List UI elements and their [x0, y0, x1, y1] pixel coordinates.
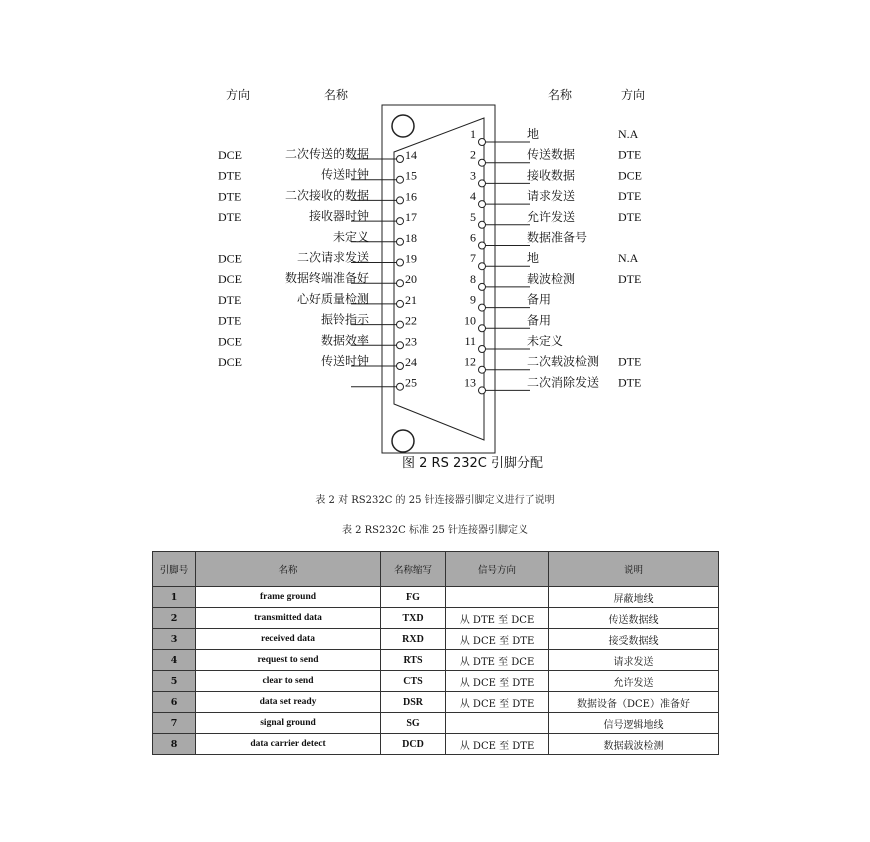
table-row — [153, 650, 719, 671]
left-pin — [218, 332, 417, 349]
cell-abbr: TXD — [381, 608, 446, 629]
pin-contact — [479, 221, 486, 228]
pin-direction: DCE — [218, 355, 242, 369]
cell-direction: 从 DCE 至 DTE — [446, 629, 549, 650]
cell-direction — [446, 587, 549, 608]
cell-name: frame ground — [196, 587, 381, 608]
cell-abbr: RXD — [381, 629, 446, 650]
cell-description: 数据设备（DCE）准备好 — [549, 692, 719, 713]
pin-signal-name: 备用 — [527, 313, 552, 328]
pin-signal-name: 数据终端准备好 — [284, 271, 369, 286]
cell-direction: 从 DCE 至 DTE — [446, 671, 549, 692]
right-pin — [470, 271, 641, 291]
pin-contact — [479, 263, 486, 270]
pin-direction: DCE — [618, 168, 642, 183]
left-pin — [351, 376, 417, 391]
cell-direction — [446, 713, 549, 734]
pin-number: 8 — [470, 271, 476, 286]
pin-number: 2 — [470, 147, 476, 162]
pin-direction: DTE — [618, 147, 642, 162]
pin-number: 14 — [405, 148, 417, 162]
pin-direction: DCE — [218, 251, 242, 266]
left-pin — [218, 187, 417, 204]
pin-direction: DTE — [618, 375, 642, 390]
pin-contact — [397, 176, 404, 183]
pin-direction: DTE — [618, 354, 642, 369]
cell-name: data carrier detect — [196, 734, 381, 755]
right-pin — [470, 147, 641, 167]
cell-direction: 从 DCE 至 DTE — [446, 692, 549, 713]
pin-contact — [397, 259, 404, 266]
pin-number: 1 — [470, 127, 476, 141]
pin-direction: N.A — [618, 251, 639, 266]
cell-abbr: FG — [381, 587, 446, 608]
cell-abbr: SG — [381, 713, 446, 734]
pin-contact — [397, 197, 404, 204]
cell-description: 请求发送 — [549, 650, 719, 671]
pin-contact — [479, 304, 486, 311]
table-row — [153, 587, 719, 608]
cell-pin: 5 — [153, 671, 196, 692]
cell-pin: 7 — [153, 713, 196, 734]
pin-number: 20 — [405, 272, 417, 287]
table-row — [153, 608, 719, 629]
pin-signal-name: 二次接收的数据 — [284, 188, 369, 203]
table-header-row — [153, 552, 719, 587]
pin-number: 7 — [470, 251, 476, 266]
pin-contact — [397, 300, 404, 307]
pin-number: 5 — [470, 209, 476, 224]
pin-number: 9 — [470, 292, 476, 307]
pin-signal-name: 允许发送 — [527, 209, 576, 224]
cell-abbr: DCD — [381, 734, 446, 755]
cell-name: signal ground — [196, 713, 381, 734]
header-abbr: 名称缩写 — [381, 552, 446, 587]
intro-paragraph: 表 2 对 RS232C 的 25 针连接器引脚定义进行了说明 — [315, 495, 555, 506]
pin-contact — [397, 156, 404, 163]
header-pin: 引脚号 — [153, 552, 196, 587]
pin-number: 21 — [405, 292, 417, 307]
table-row — [153, 629, 719, 650]
pin-direction: DTE — [618, 189, 642, 204]
pin-contact — [479, 159, 486, 166]
pin-contact — [479, 366, 486, 373]
pin-number: 3 — [470, 168, 476, 183]
pin-direction: DTE — [218, 168, 242, 183]
cell-name: data set ready — [196, 692, 381, 713]
cell-description: 传送数据线 — [549, 608, 719, 629]
header-direction: 信号方向 — [446, 552, 549, 587]
right-pin-group — [464, 126, 642, 394]
pin-contact — [479, 139, 486, 146]
pin-contact — [479, 180, 486, 187]
left-pin — [218, 167, 417, 184]
pin-direction: DCE — [218, 334, 242, 349]
pin-direction: DTE — [618, 209, 642, 224]
figure-caption: 图 2 RS 232C 引脚分配 — [402, 456, 543, 471]
pin-direction: N.A — [618, 127, 639, 141]
pin-signal-name: 接收数据 — [527, 168, 576, 183]
right-pin — [470, 209, 641, 229]
header-description: 说明 — [549, 552, 719, 587]
cell-description: 允许发送 — [549, 671, 719, 692]
pin-signal-name: 载波检测 — [527, 271, 576, 286]
pin-signal-name: 地 — [527, 127, 540, 141]
header-right-dir: 方向 — [621, 88, 646, 102]
pin-contact — [397, 238, 404, 245]
table-title: 表 2 RS232C 标准 25 针连接器引脚定义 — [341, 525, 529, 536]
pin-number: 10 — [464, 313, 476, 328]
cell-abbr: DSR — [381, 692, 446, 713]
table-row — [153, 692, 719, 713]
cell-pin: 3 — [153, 629, 196, 650]
pin-signal-name: 二次传送的数据 — [284, 147, 369, 161]
cell-description: 屏蔽地线 — [549, 587, 719, 608]
pin-signal-name: 二次请求发送 — [296, 250, 369, 265]
cell-name: received data — [196, 629, 381, 650]
pin-number: 19 — [405, 251, 417, 266]
left-pin — [218, 146, 417, 163]
pin-number: 17 — [405, 210, 417, 225]
pin-contact — [479, 387, 486, 394]
left-pin — [218, 291, 417, 308]
pin-number: 22 — [405, 313, 417, 328]
pin-contact — [479, 346, 486, 353]
mounting-hole-top — [392, 115, 414, 137]
left-pin-group — [218, 146, 417, 390]
pin-contact — [397, 342, 404, 349]
pin-signal-name: 未定义 — [332, 229, 369, 244]
left-pin — [218, 312, 417, 329]
right-pin — [470, 230, 587, 250]
cell-direction: 从 DTE 至 DCE — [446, 608, 549, 629]
right-pin — [464, 333, 563, 353]
pin-number: 24 — [405, 355, 417, 369]
right-pin — [470, 188, 641, 208]
right-pin — [470, 293, 551, 312]
pin-contact — [479, 283, 486, 290]
pin-signal-name: 二次消除发送 — [527, 375, 600, 390]
pin-contact — [397, 321, 404, 328]
pin-contact — [479, 325, 486, 332]
pin-number: 25 — [405, 375, 417, 390]
cell-pin: 1 — [153, 587, 196, 608]
pin-direction: DCE — [218, 148, 242, 162]
cell-abbr: RTS — [381, 650, 446, 671]
pin-signal-name: 未定义 — [527, 334, 564, 348]
cell-direction: 从 DTE 至 DCE — [446, 650, 549, 671]
left-pin — [333, 229, 417, 246]
header-right-name: 名称 — [548, 88, 573, 102]
pin-definition-table — [152, 551, 719, 755]
pin-signal-name: 传送时钟 — [320, 354, 369, 368]
table-row — [153, 671, 719, 692]
pin-signal-name: 传送数据 — [527, 147, 576, 162]
mounting-hole-bottom — [392, 430, 414, 452]
left-pin — [218, 208, 417, 225]
pin-direction: DTE — [218, 189, 242, 204]
pin-contact — [479, 201, 486, 208]
pin-signal-name: 振铃指示 — [320, 312, 369, 327]
right-pin — [464, 313, 551, 332]
pin-direction: DTE — [218, 313, 242, 328]
pin-signal-name: 数据准备号 — [527, 230, 588, 245]
pin-number: 13 — [464, 375, 476, 390]
cell-direction: 从 DCE 至 DTE — [446, 734, 549, 755]
cell-pin: 2 — [153, 608, 196, 629]
cell-name: request to send — [196, 650, 381, 671]
cell-abbr: CTS — [381, 671, 446, 692]
pin-signal-name: 传送时钟 — [320, 167, 369, 182]
cell-pin: 6 — [153, 692, 196, 713]
pin-signal-name: 心好质量检测 — [296, 291, 369, 306]
right-pin — [464, 374, 641, 394]
pin-signal-name: 备用 — [527, 292, 552, 307]
cell-pin: 4 — [153, 650, 196, 671]
pin-direction: DCE — [218, 272, 242, 287]
pin-direction: DTE — [218, 210, 242, 225]
cell-name: transmitted data — [196, 608, 381, 629]
left-pin — [218, 250, 417, 267]
pin-number: 12 — [464, 354, 476, 369]
cell-pin: 8 — [153, 734, 196, 755]
right-pin — [470, 167, 642, 187]
pin-number: 4 — [470, 189, 476, 204]
pin-signal-name: 数据效率 — [320, 333, 369, 348]
pin-direction: DTE — [218, 292, 242, 307]
left-pin — [218, 270, 417, 287]
pin-number: 6 — [470, 230, 476, 245]
right-pin — [464, 354, 641, 374]
cell-name: clear to send — [196, 671, 381, 692]
pin-contact — [397, 363, 404, 370]
pin-number: 11 — [464, 334, 476, 348]
left-pin — [218, 353, 417, 370]
cell-description: 信号逻辑地线 — [549, 713, 719, 734]
table-row — [153, 713, 719, 734]
header-left-dir: 方向 — [226, 88, 251, 102]
pin-contact — [479, 242, 486, 249]
pin-signal-name: 二次载波检测 — [527, 354, 600, 369]
pin-signal-name: 接收器时钟 — [308, 209, 369, 224]
header-name: 名称 — [196, 552, 381, 587]
pin-number: 16 — [405, 189, 417, 204]
pin-direction: DTE — [618, 271, 642, 286]
pin-number: 18 — [405, 230, 417, 245]
pin-signal-name: 请求发送 — [527, 189, 576, 204]
cell-description: 接受数据线 — [549, 629, 719, 650]
cell-description: 数据载波检测 — [549, 734, 719, 755]
pin-contact — [397, 383, 404, 390]
header-left-name: 名称 — [324, 88, 349, 102]
pin-number: 15 — [405, 168, 417, 183]
pin-number: 23 — [405, 334, 417, 349]
pin-contact — [397, 218, 404, 225]
pin-contact — [397, 280, 404, 287]
pin-signal-name: 地 — [527, 251, 540, 266]
table-row — [153, 734, 719, 755]
